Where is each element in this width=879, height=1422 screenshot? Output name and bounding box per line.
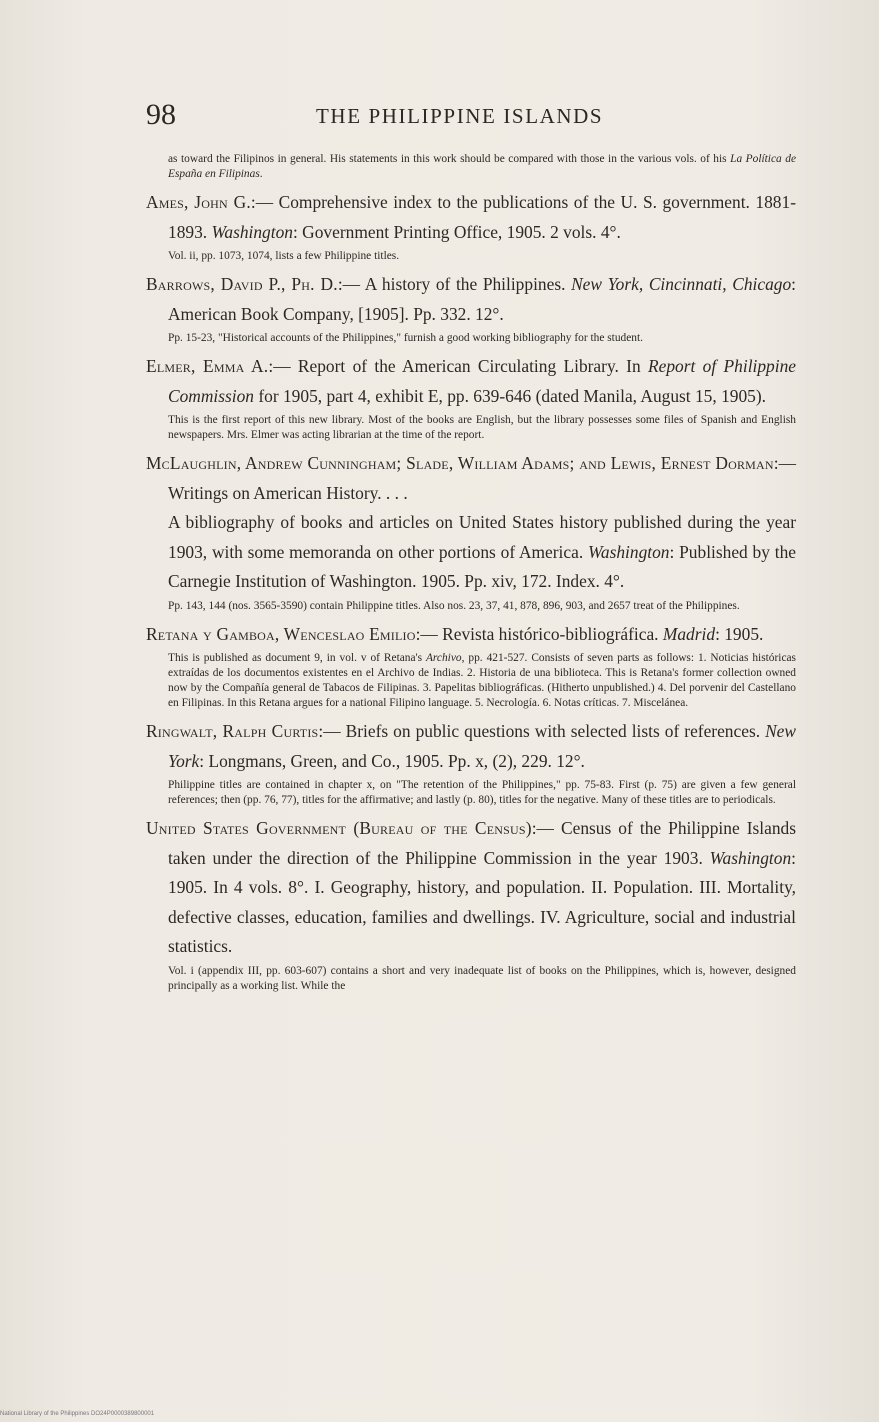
entry-elmer: Elmer, Emma A.:— Report of the American Circulating Library. In Report of Philippine Commission for 1905, part 4, exhibit E, pp. 639-646 (dated Manila, August 15, 1905). bbox=[146, 356, 796, 406]
entry-author: Ringwalt, Ralph Curtis bbox=[146, 721, 319, 741]
entry-barrows: Barrows, David P., Ph. D.:— A history of the Philippines. New York, Cincinnati, Chicago: American Book Company, [1905]. Pp. 332. 12°. bbox=[146, 274, 796, 324]
entry-note-barrows: Pp. 15-23, "Historical accounts of the Philippines," furnish a good working bibliography for the student. bbox=[168, 332, 643, 344]
entry-author: United States Government (Bureau of the Census) bbox=[146, 818, 532, 838]
entry-note-ames: Vol. ii, pp. 1073, 1074, lists a few Philippine titles. bbox=[168, 250, 400, 262]
page-header bbox=[146, 96, 786, 136]
entry-note-retana: This is published as document 9, in vol. v of Retana's Archivo, pp. 421-527. Consists of seven parts as follows: 1. Noticias históricas extraídas de los documentos existentes en el Archivo de Indias. 2. Historia de una biblioteca. This is Retana's former collection owned now by the Compañía general de Tabacos de Filipinas. 3. Papelitas bibliográficas. (Hitherto unpublished.) 4. Del porvenir del Castellano en Filipinas. In this Retana argues for a national Filipino language. 5. Necrología. 6. Notas críticas. 7. Miscelánea. bbox=[168, 652, 796, 709]
scan-footer: National Library of the Philippines DO24P0000389800001 bbox=[0, 1411, 155, 1417]
entry-mclaughlin: McLaughlin, Andrew Cunningham; Slade, William Adams; and Lewis, Ernest Dorman:— Writings on American History. . . . A bibliography of books and articles on United States history published during the year 1903, with some memoranda on other portions of America. Washington: Published by the Carnegie Institution of Washington. 1905. Pp. xiv, 172. Index. 4°. bbox=[146, 453, 796, 591]
entry-ringwalt: Ringwalt, Ralph Curtis:— Briefs on public questions with selected lists of references. New York: Longmans, Green, and Co., 1905. Pp. x, (2), 229. 12°. bbox=[146, 721, 796, 771]
entry-note-mclaughlin: Pp. 143, 144 (nos. 3565-3590) contain Philippine titles. Also nos. 23, 37, 41, 878, 896, 903, and 2657 treat of the Philippines. bbox=[168, 599, 740, 612]
entry-author: Retana y Gamboa, Wenceslao Emilio bbox=[146, 623, 416, 644]
entry-note-census: Vol. i (appendix III, pp. 603-607) contains a short and very inadequate list of books on the Philippines, which is, however, designed principally as a working list. While the bbox=[168, 964, 796, 992]
bibliography-content bbox=[146, 152, 796, 1000]
entry-ames: Ames, John G.:— Comprehensive index to the publications of the U. S. government. 1881-1893. Washington: Government Printing Office, 1905. 2 vols. 4°. bbox=[146, 192, 796, 242]
entry-census: United States Government (Bureau of the Census):— Census of the Philippine Islands taken under the direction of the Philippine Commission in the year 1903. Washington: 1905. In 4 vols. 8°. I. Geography, history, and population. II. Population. III. Mortality, defective classes, education, families and dwellings. IV. Agriculture, social and industrial statistics. bbox=[146, 818, 796, 956]
entry-retana: Retana y Gamboa, Wenceslao Emilio:— Revista histórico-bibliográfica. Madrid: 1905. bbox=[146, 623, 764, 644]
entry-note-ringwalt: Philippine titles are contained in chapter x, on "The retention of the Philippines," pp. 75-83. First (p. 75) are given a few general references; then (pp. 76, 77), titles for the affirmative; and lastly (p. 80), titles for the negative. Many of these titles are to periodicals. bbox=[168, 779, 796, 806]
entry-author: Ames, John G. bbox=[146, 192, 251, 212]
entry-author: McLaughlin, Andrew Cunningham; Slade, William Adams; and Lewis, Ernest Dorman bbox=[146, 453, 774, 473]
entry-author: Elmer, Emma A. bbox=[146, 356, 269, 376]
running-head: THE PHILIPPINE ISLANDS bbox=[316, 104, 604, 128]
entry-author: Barrows, David P., Ph. D. bbox=[146, 274, 338, 294]
continued-note: as toward the Filipinos in general. His statements in this work should be compared with those in the various vols. of his La Política de España en Filipinas. bbox=[168, 153, 796, 180]
page-number: 98 bbox=[146, 98, 176, 131]
entry-note-elmer: This is the first report of this new library. Most of the books are English, but the library possesses some files of Spanish and English newspapers. Mrs. Elmer was acting librarian at the time of the report. bbox=[168, 414, 796, 441]
